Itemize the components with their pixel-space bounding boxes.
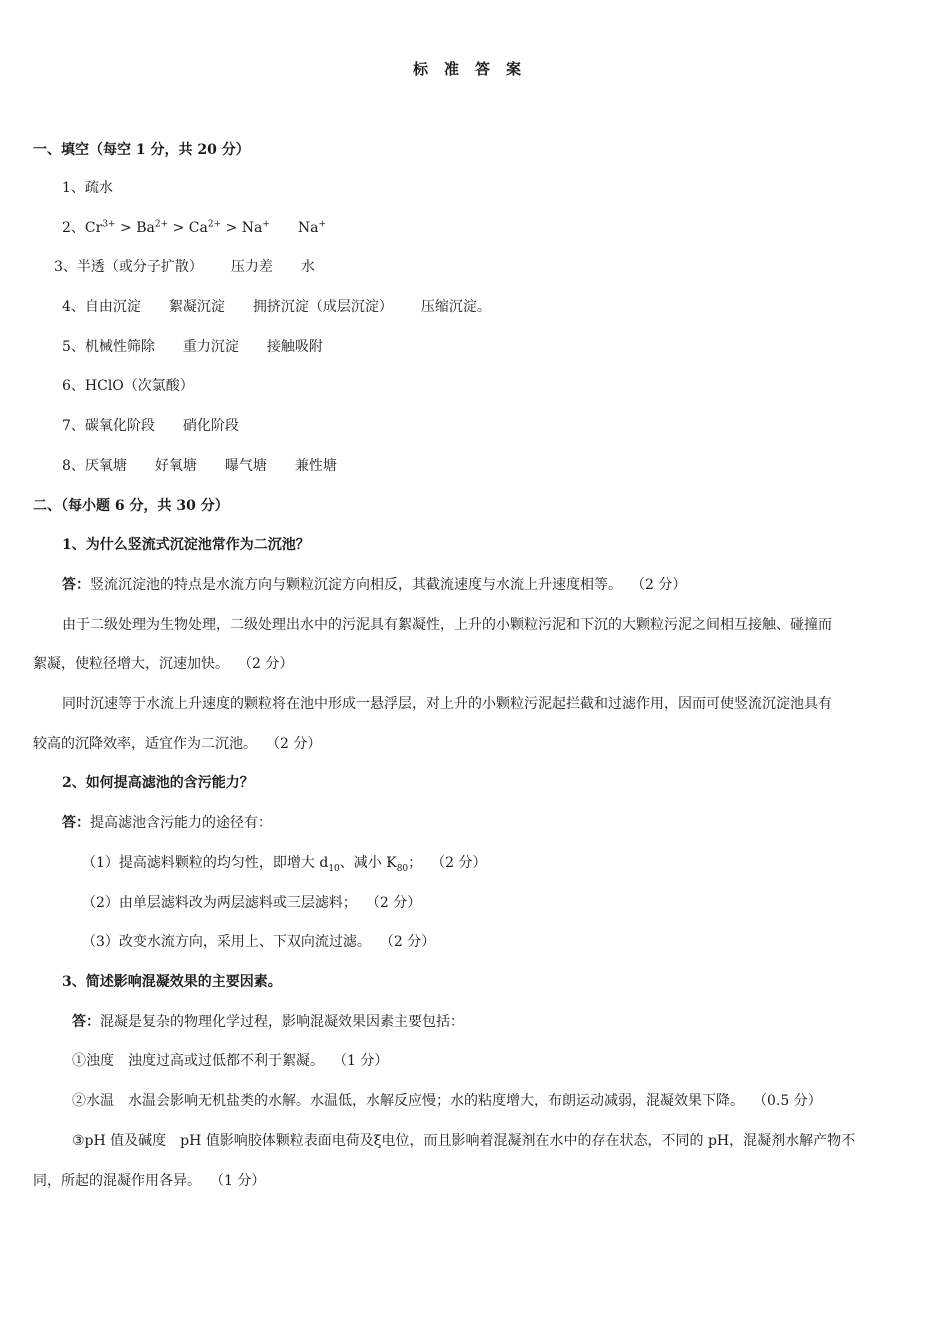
points: （2 分） — [438, 855, 487, 871]
ion-na: > Na — [221, 220, 263, 236]
factor-text: 同，所起的混凝作用各异。 — [33, 1173, 201, 1189]
blank-a: 5、机械性筛除 — [62, 339, 155, 355]
answer-1-1: 1、疏水 — [62, 180, 113, 196]
answer-2-2-item-1 — [82, 853, 487, 873]
answer-1-3 — [54, 257, 315, 277]
item-text: ； — [408, 855, 423, 871]
factor-name: ③pH 值及碱度 — [72, 1133, 167, 1149]
answer-label: 答： — [62, 815, 90, 831]
points: （2 分） — [273, 736, 322, 752]
points: （0.5 分） — [760, 1093, 822, 1109]
ion-cr: Cr — [84, 220, 103, 236]
answer-2-3-factor-1 — [72, 1051, 388, 1071]
item-text: （2）由单层滤料改为两层滤料或三层滤料； — [82, 895, 357, 911]
ion-ba: > Ba — [115, 220, 155, 236]
points: （1 分） — [217, 1173, 266, 1189]
answer-2-3-factor-2 — [72, 1091, 822, 1111]
answer-2-1-para-2a: 由于二级处理为生物处理，二级处理出水中的污泥具有絮凝性，上升的小颗粒污泥和下沉的大颗粒污泥之间相互接触、碰撞而 — [62, 617, 832, 633]
points: （2 分） — [372, 895, 422, 911]
blank-a: 7、碳氧化阶段 — [62, 418, 155, 434]
section-1-heading: 一、填空（每空 1 分，共 20 分） — [33, 142, 250, 158]
answer-label: 答： — [62, 577, 90, 593]
answer-2-1-para-2b — [33, 654, 293, 674]
answer-text: 较高的沉降效率，适宜作为二沉池。 — [33, 736, 257, 752]
blank-c: 拥挤沉淀（成层沉淀） — [252, 299, 393, 315]
blank-c: 接触吸附 — [266, 339, 323, 355]
blank-b: 絮凝沉淀 — [168, 299, 225, 315]
answer-2-3 — [72, 1012, 464, 1032]
question-2-1: 1、为什么竖流式沉淀池常作为二沉池？ — [62, 537, 310, 553]
factor-name: ②水温 — [72, 1093, 114, 1109]
ion-ca: > Ca — [168, 220, 208, 236]
subscript: 10 — [328, 863, 340, 874]
blank-a: 8、厌氧塘 — [62, 458, 127, 474]
section-2-heading: 二、（每小题 6 分，共 30 分） — [33, 498, 229, 514]
answer-text: 絮凝，使粒径增大，沉速加快。 — [33, 656, 229, 672]
blank-b: 硝化阶段 — [182, 418, 239, 434]
answer-label: 答： — [72, 1014, 100, 1030]
factor-text: 水温会影响无机盐类的水解。水温低，水解反应慢；水的粘度增大，布朗运动减弱，混凝效果下降。 — [128, 1093, 744, 1109]
answer-text: 竖流沉淀池的特点是水流方向与颗粒沉淀方向相反，其截流速度与水流上升速度相等。 — [90, 577, 622, 593]
answer-2-1-para-1 — [62, 575, 686, 595]
points: （2 分） — [386, 934, 436, 950]
blank-c: 水 — [300, 259, 315, 275]
ion-na-2: Na — [297, 220, 319, 236]
question-2-3: 3、简述影响混凝效果的主要因素。 — [62, 974, 282, 990]
answer-2-2 — [62, 813, 272, 833]
answer-1-5 — [62, 337, 323, 357]
charge: + — [262, 219, 270, 230]
answer-1-6: 6、HClO（次氯酸） — [62, 378, 194, 394]
answer-2-1-para-3a: 同时沉速等于水流上升速度的颗粒将在池中形成一悬浮层，对上升的小颗粒污泥起拦截和过滤作用，因而可使竖流沉淀池具有 — [62, 696, 832, 712]
answer-1-4 — [62, 297, 491, 317]
points: （1 分） — [340, 1053, 389, 1069]
answer-1-8 — [62, 456, 337, 476]
blank-b: 重力沉淀 — [182, 339, 239, 355]
factor-text: pH 值影响胶体颗粒表面电荷及ξ电位，而且影响着混凝剂在水中的存在状态，不同的 pH，混凝剂水解产物不 — [180, 1133, 856, 1149]
blank-b: 好氧塘 — [154, 458, 197, 474]
blank-d: 兼性塘 — [294, 458, 337, 474]
item-text: （3）改变水流方向，采用上、下双向流过滤。 — [82, 934, 371, 950]
subscript: 80 — [396, 863, 409, 874]
item-text: （1）提高滤料颗粒的均匀性，即增大 d — [82, 855, 329, 871]
blank-d: 压缩沉淀。 — [420, 299, 491, 315]
points: （2 分） — [638, 577, 687, 593]
answer-2-3-factor-3-cont — [33, 1171, 265, 1191]
blank-a: 4、自由沉淀 — [62, 299, 141, 315]
answer-1-7 — [62, 416, 239, 436]
charge: + — [318, 219, 327, 230]
answer-text: 混凝是复杂的物理化学过程，影响混凝效果因素主要包括： — [100, 1014, 464, 1030]
num: 2、 — [62, 220, 85, 236]
answer-2-2-item-2 — [82, 893, 421, 913]
answer-2-3-factor-3 — [72, 1131, 855, 1151]
points: （2 分） — [245, 656, 294, 672]
factor-name: ①浊度 — [72, 1053, 114, 1069]
charge: 2+ — [154, 219, 169, 230]
question-2-2: 2、如何提高滤池的含污能力？ — [62, 775, 254, 791]
factor-text: 浊度过高或过低都不利于絮凝。 — [128, 1053, 324, 1069]
answer-2-2-item-3 — [82, 932, 435, 952]
item-text: 、减小 K — [339, 855, 397, 871]
charge: 3+ — [102, 219, 116, 230]
answer-1-2 — [62, 218, 326, 238]
answer-2-1-para-3b — [33, 734, 321, 754]
charge: 2+ — [207, 219, 222, 230]
blank-c: 曝气塘 — [224, 458, 267, 474]
blank-a: 3、半透（或分子扩散） — [54, 259, 203, 275]
page-title: 标准答案 — [412, 60, 537, 78]
answer-text: 提高滤池含污能力的途径有： — [90, 815, 272, 831]
blank-b: 压力差 — [230, 259, 273, 275]
